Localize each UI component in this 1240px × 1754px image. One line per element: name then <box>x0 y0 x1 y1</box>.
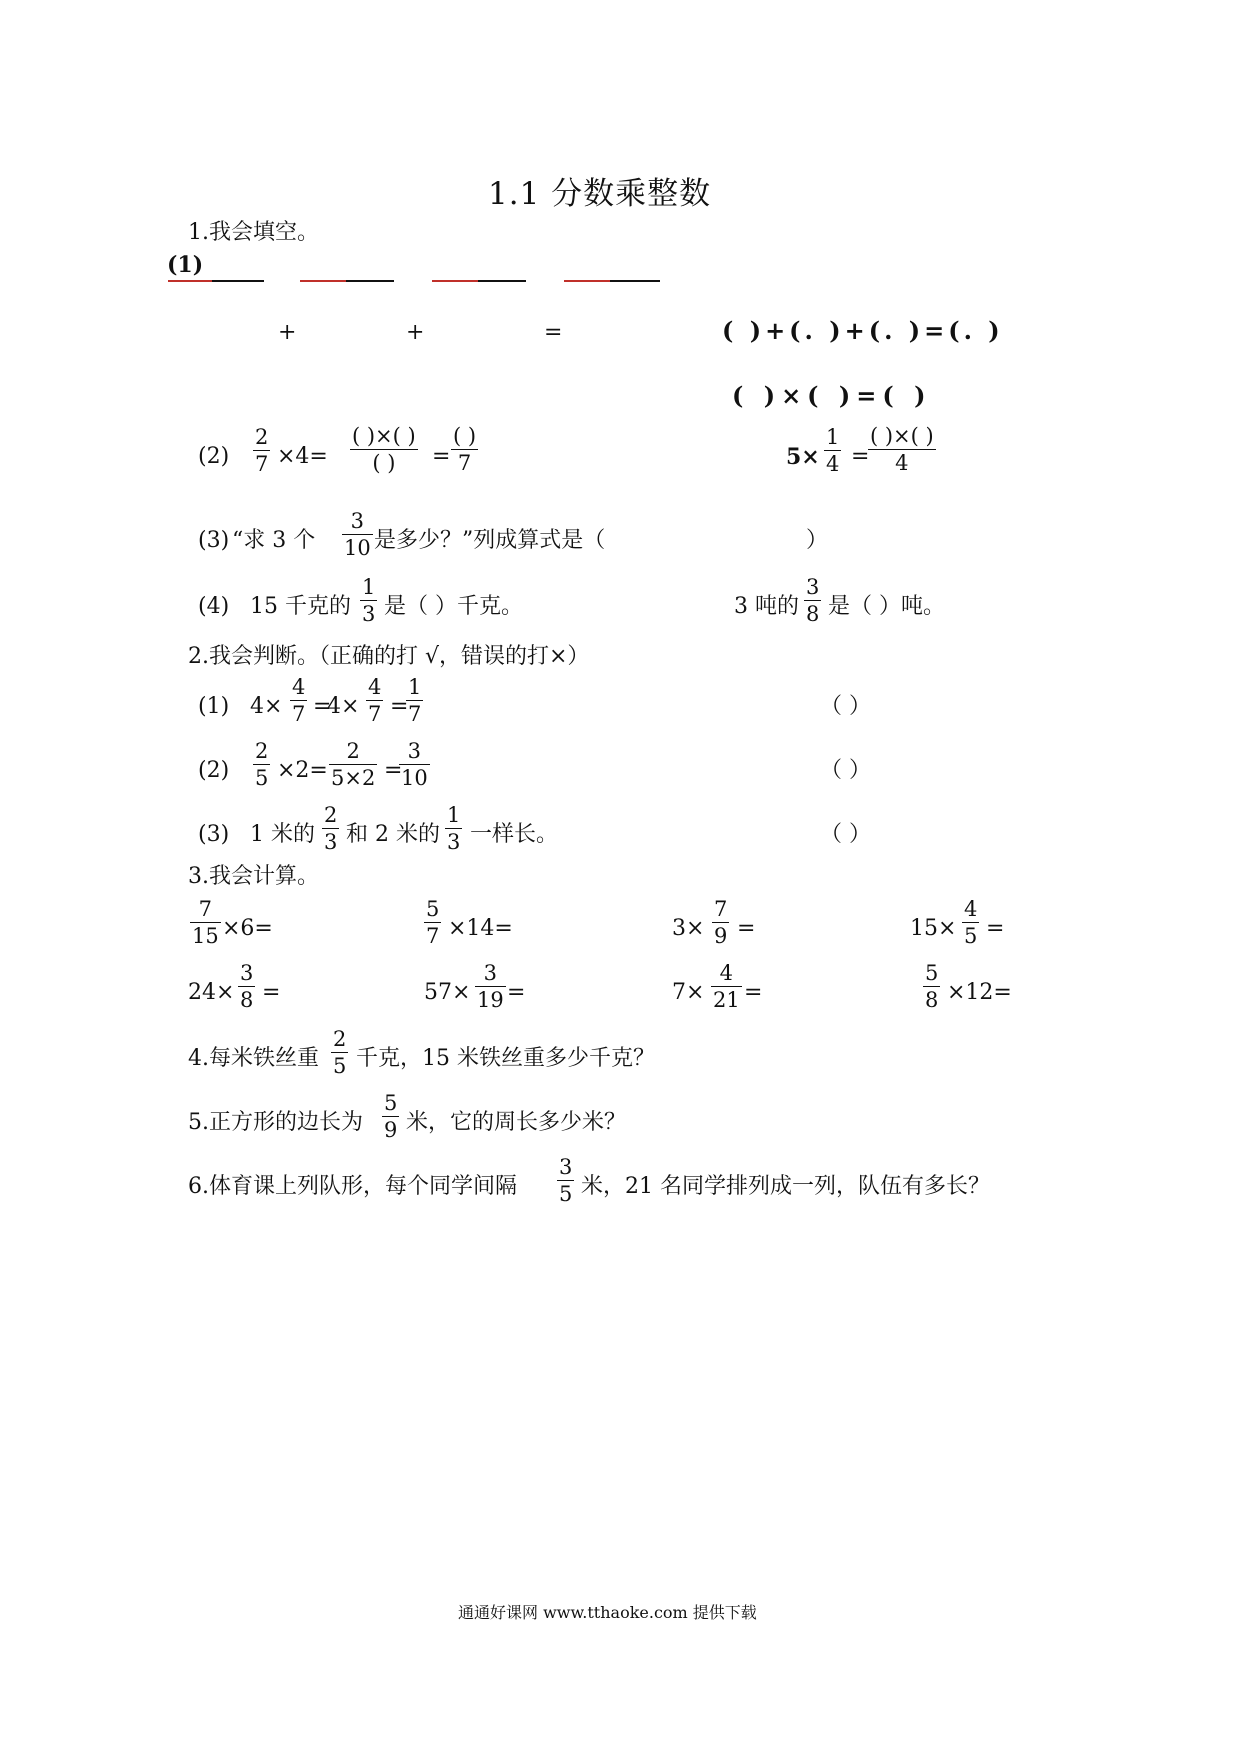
q4-right-fraction: 3 8 <box>806 575 820 626</box>
q1-plus-2: + <box>406 320 425 345</box>
s3-r2-c2-pre: 57× <box>424 980 471 1005</box>
s2-item-3-post: 一样长。 <box>470 822 559 847</box>
q1-multiplication-row: ( )×( )=( ) <box>732 381 932 410</box>
q4-label: (4) <box>198 594 230 619</box>
s5-fraction: 5 9 <box>384 1091 398 1142</box>
q3-label: (3) <box>198 528 230 553</box>
q4-left-fraction: 1 3 <box>362 575 376 626</box>
s2-item-3-fraction-2: 1 3 <box>447 803 461 854</box>
s2-item-3-label: (3) <box>198 822 230 847</box>
s3-r2-c4-fraction: 5 8 <box>925 961 939 1012</box>
s3-r1-c2-post: ×14= <box>448 916 513 941</box>
q2-times-4: ×4= <box>277 444 328 469</box>
s2-item-3-mid: 和 2 米的 <box>346 822 440 847</box>
q4-right-pre: 3 吨的 <box>734 594 799 619</box>
s2-item-3-answer-paren[interactable]: （ ） <box>820 822 871 847</box>
q1-underline-2 <box>346 280 394 282</box>
q1-underline-1 <box>212 280 264 282</box>
section-2-heading: 2.我会判断。（正确的打 √，错误的打×） <box>188 644 590 669</box>
s2-item-2-answer-paren[interactable]: （ ） <box>820 758 871 783</box>
s3-r1-c4-post: = <box>986 916 1005 941</box>
q1-equals: = <box>544 320 563 345</box>
q2-fraction-c: ( ) 7 <box>453 424 477 475</box>
s2-item-1-eq-2: = <box>390 694 409 719</box>
q1-underline-3 <box>478 280 526 282</box>
s6-fraction: 3 5 <box>559 1155 573 1206</box>
s3-r1-c3-pre: 3× <box>672 916 705 941</box>
q2-equals: = <box>432 444 451 469</box>
q2-right-fraction: 1 4 <box>826 425 840 476</box>
s2-item-1-mid: 4× <box>327 694 360 719</box>
s3-r1-c3-post: = <box>737 916 756 941</box>
section-1-heading: 1.我会填空。 <box>188 220 319 245</box>
q1-underline-4 <box>610 280 660 282</box>
s3-r2-c1-fraction: 3 8 <box>240 961 254 1012</box>
s3-r2-c2-post: = <box>507 980 526 1005</box>
s3-r1-c4-pre: 15× <box>910 916 957 941</box>
q1-plus-1: + <box>278 320 297 345</box>
s3-r2-c4-post: ×12= <box>947 980 1012 1005</box>
s4-pre: 4.每米铁丝重 <box>188 1046 319 1071</box>
s4-fraction: 2 5 <box>333 1027 347 1078</box>
q2-fraction-a: 2 7 <box>255 425 269 476</box>
s6-pre: 6.体育课上列队形，每个同学间隔 <box>188 1174 517 1199</box>
s5-post: 米，它的周长多少米？ <box>406 1110 627 1135</box>
s2-item-1-eq-1: = <box>313 694 332 719</box>
s2-item-2-fraction-2: 2 5×2 <box>331 739 376 790</box>
q4-left-post: 是（ ）千克。 <box>384 594 523 619</box>
s4-post: 千克，15 米铁丝重多少千克？ <box>356 1046 655 1071</box>
q1-underline-4-red <box>564 280 610 282</box>
q3-post: 是多少？”列成算式是（ <box>374 528 606 553</box>
q3-close: ） <box>806 528 829 553</box>
s2-item-1-fraction-2: 4 7 <box>368 675 382 726</box>
q1-underline-2-red <box>300 280 346 282</box>
s2-item-2-times: ×2= <box>277 758 328 783</box>
s3-r1-c2-fraction: 5 7 <box>426 897 440 948</box>
footer-credit: 通通好课网 www.tthaoke.com 提供下载 <box>458 1603 757 1622</box>
s2-item-2-fraction-1: 2 5 <box>255 739 269 790</box>
s3-r2-c2-fraction: 3 19 <box>477 961 504 1012</box>
s3-r1-c3-fraction: 7 9 <box>714 897 728 948</box>
s3-r1-c1-post: ×6= <box>222 916 273 941</box>
s3-r2-c1-pre: 24× <box>188 980 235 1005</box>
s2-item-2-label: (2) <box>198 758 230 783</box>
q2-label: (2) <box>198 444 230 469</box>
s2-item-3-fraction-1: 2 3 <box>324 803 338 854</box>
s5-pre: 5.正方形的边长为 <box>188 1110 363 1135</box>
q2-right-equals: = <box>851 444 870 469</box>
s3-r2-c3-fraction: 4 21 <box>713 961 740 1012</box>
s3-r1-c4-fraction: 4 5 <box>964 897 978 948</box>
q2-fraction-b: ( )×( ) ( ) <box>352 424 416 475</box>
s3-r2-c3-post: = <box>744 980 763 1005</box>
s2-item-3-pre: 1 米的 <box>250 822 315 847</box>
section-3-heading: 3.我会计算。 <box>188 864 319 889</box>
s6-post: 米，21 名同学排列成一列，队伍有多长？ <box>581 1174 990 1199</box>
q2-right-lead: 5× <box>786 444 820 470</box>
s2-item-1-fraction-1: 4 7 <box>292 675 306 726</box>
s3-r1-c1-fraction: 7 15 <box>192 897 219 948</box>
q3-fraction: 3 10 <box>344 509 371 560</box>
q1-underline-1-red <box>168 280 212 282</box>
s2-item-1-fraction-3: 1 7 <box>408 675 422 726</box>
q4-left-pre: 15 千克的 <box>250 594 351 619</box>
s3-r2-c1-post: = <box>262 980 281 1005</box>
page-title: 1.1 分数乘整数 <box>488 176 712 212</box>
s2-item-1-label: (1) <box>198 694 230 719</box>
s2-item-2-fraction-3: 3 10 <box>401 739 428 790</box>
q3-pre: “求 3 个 <box>232 528 316 553</box>
q1-underline-3-red <box>432 280 478 282</box>
s3-r2-c3-pre: 7× <box>672 980 705 1005</box>
q1-addition-row: ( )+(. )+(. )=(. ) <box>722 316 1004 345</box>
q4-right-post: 是（ ）吨。 <box>828 594 945 619</box>
s2-item-1-lead: 4× <box>250 694 283 719</box>
q1-label: (1) <box>167 252 204 278</box>
s2-item-1-answer-paren[interactable]: （ ） <box>820 694 871 719</box>
q2-right-result: ( )×( ) 4 <box>870 424 934 475</box>
s2-item-2-equals: = <box>384 758 403 783</box>
